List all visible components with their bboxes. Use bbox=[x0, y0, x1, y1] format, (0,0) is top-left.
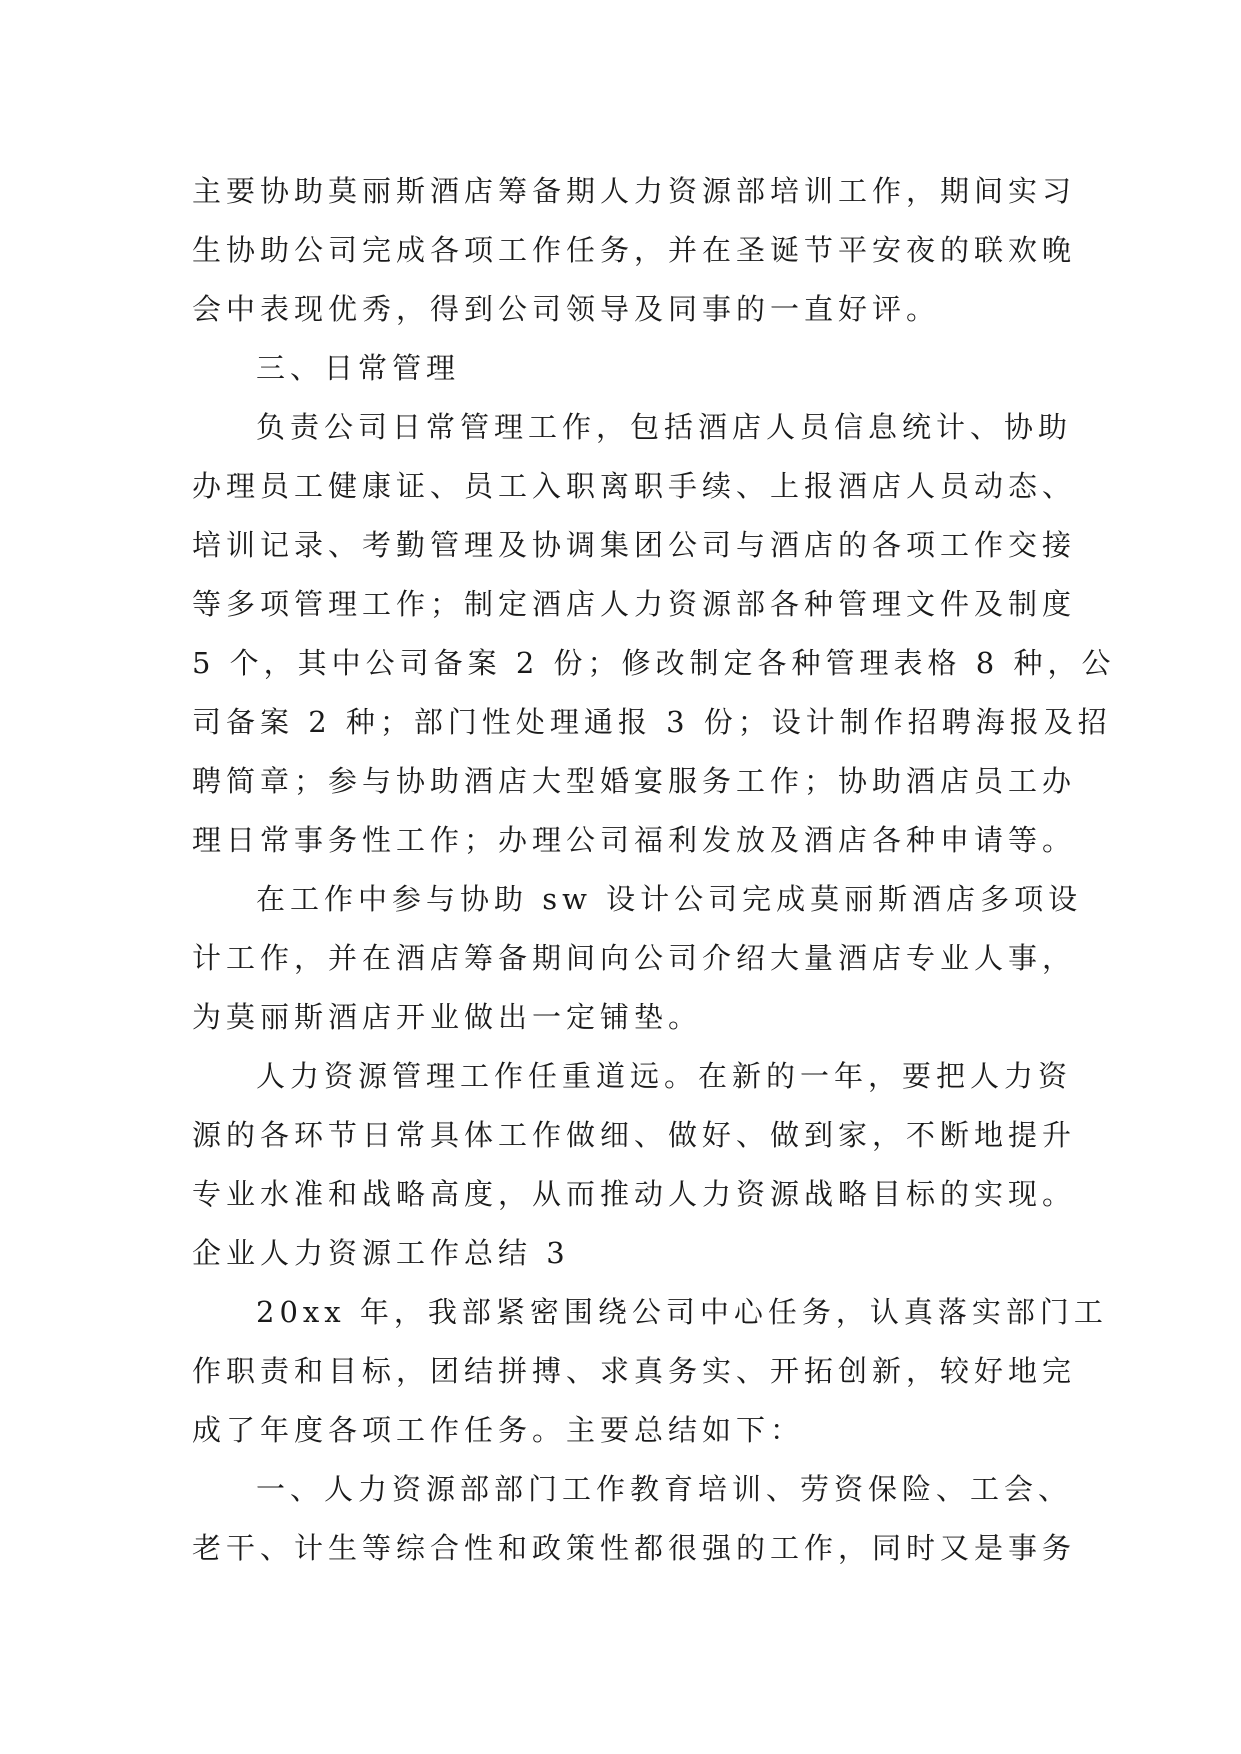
text-line: 企业人力资源工作总结 3 bbox=[192, 1236, 570, 1270]
text-line: 办理员工健康证、员工入职离职手续、上报酒店人员动态、 bbox=[192, 469, 1077, 503]
text-line: 5 个，其中公司备案 2 份；修改制定各种管理表格 8 种，公 bbox=[192, 646, 1116, 680]
text-line: 一、人力资源部部门工作教育培训、劳资保险、工会、 bbox=[256, 1472, 1073, 1506]
text-line: 计工作，并在酒店筹备期间向公司介绍大量酒店专业人事， bbox=[192, 941, 1077, 975]
text-line: 在工作中参与协助 sw 设计公司完成莫丽斯酒店多项设 bbox=[256, 882, 1083, 916]
text-line: 源的各环节日常具体工作做细、做好、做到家，不断地提升 bbox=[192, 1118, 1077, 1152]
text-line: 生协助公司完成各项工作任务，并在圣诞节平安夜的联欢晚 bbox=[192, 233, 1077, 267]
text-line: 作职责和目标，团结拼搏、求真务实、开拓创新，较好地完 bbox=[192, 1354, 1077, 1388]
text-line: 专业水准和战略高度，从而推动人力资源战略目标的实现。 bbox=[192, 1177, 1077, 1211]
text-line: 成了年度各项工作任务。主要总结如下： bbox=[192, 1413, 805, 1447]
text-line: 培训记录、考勤管理及协调集团公司与酒店的各项工作交接 bbox=[192, 528, 1077, 562]
text-line: 理日常事务性工作；办理公司福利发放及酒店各种申请等。 bbox=[192, 823, 1077, 857]
text-line: 负责公司日常管理工作，包括酒店人员信息统计、协助 bbox=[256, 410, 1073, 444]
text-line: 会中表现优秀，得到公司领导及同事的一直好评。 bbox=[192, 292, 941, 326]
text-line: 司备案 2 种；部门性处理通报 3 份；设计制作招聘海报及招 bbox=[192, 705, 1112, 739]
text-line: 等多项管理工作；制定酒店人力资源部各种管理文件及制度 bbox=[192, 587, 1077, 621]
text-line: 聘简章；参与协助酒店大型婚宴服务工作；协助酒店员工办 bbox=[192, 764, 1077, 798]
text-line: 老干、计生等综合性和政策性都很强的工作，同时又是事务 bbox=[192, 1531, 1077, 1565]
text-line: 20xx 年，我部紧密围绕公司中心任务，认真落实部门工 bbox=[256, 1295, 1108, 1329]
text-line: 人力资源管理工作任重道远。在新的一年，要把人力资 bbox=[256, 1059, 1073, 1093]
document-body bbox=[192, 162, 1116, 1578]
text-line: 三、日常管理 bbox=[256, 351, 461, 385]
text-line: 为莫丽斯酒店开业做出一定铺垫。 bbox=[192, 1000, 703, 1034]
text-line: 主要协助莫丽斯酒店筹备期人力资源部培训工作，期间实习 bbox=[192, 174, 1077, 208]
